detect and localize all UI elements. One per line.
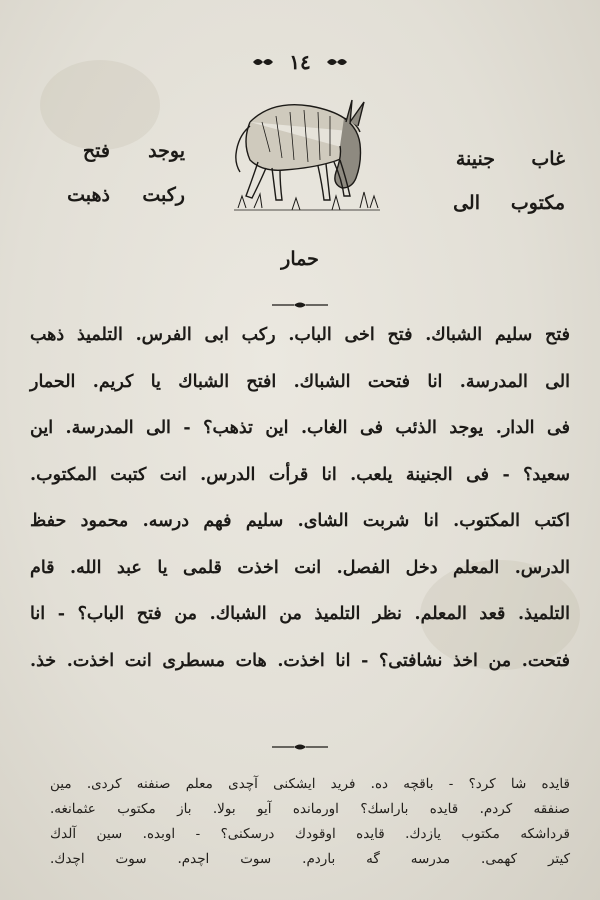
note-line: صنفقه كردم. قايده باراسك؟ اورمانده آيو بولا. باز مكتوب عثمانغه. — [50, 801, 570, 817]
note-line: كيتر كهمى. مدرسه گه باردم. سوت اچدم. سوت اچدك. — [50, 851, 570, 867]
reading-passage — [30, 325, 570, 697]
reading-line: سعيد؟ - فى الجنينة يلعب. انا قرأت الدرس. انت كتبت المكتوب. — [30, 464, 570, 485]
vocab-word: فتح — [82, 140, 110, 162]
vocab-word: غاب — [531, 148, 565, 170]
section-divider — [270, 742, 330, 752]
donkey-illustration — [232, 92, 382, 214]
translation-notes — [50, 775, 570, 875]
reading-line: الدرس. المعلم دخل الفصل. انت اخذت قلمى يا عبد الله. قام — [30, 557, 570, 578]
note-line: قرداشكه مكتوب يازدك. قايده اوقودك درسكنى؟ - اوبده. سين آلدك — [50, 826, 570, 842]
vocab-word: جنينة — [455, 148, 495, 170]
reading-line: الى المدرسة. انا فتحت الشباك. افتح الشباك يا كريم. الحمار — [30, 371, 570, 392]
vocab-word: الى — [453, 192, 480, 214]
vocab-word: ركبت — [142, 184, 185, 206]
vocab-word: مكتوب — [510, 192, 565, 214]
reading-line: التلميذ. قعد المعلم. نظر التلميذ من الشباك. من فتح الباب؟ - انا — [30, 604, 570, 624]
reading-line: فتح سليم الشباك. فتح اخى الباب. ركب ابى الفرس. التلميذ ذهب — [30, 325, 570, 345]
reading-line: فتحت. من اخذ نشافتى؟ - انا اخذت. هات مسطرى انت اخذت. خذ. — [30, 650, 570, 671]
illustration-caption: حمار — [281, 248, 319, 270]
right-ornament-icon — [326, 55, 348, 69]
section-divider — [270, 300, 330, 310]
note-line: قايده شا كرد؟ - باقچه ده. فريد ايشكنى آچدى معلم صنفنه كردى. مين — [50, 776, 570, 792]
page-number: ١٤ — [289, 50, 311, 74]
reading-line: فى الدار. يوجد الذئب فى الغاب. اين تذهب؟ - الى المدرسة. اين — [30, 418, 570, 438]
reading-line: اكتب المكتوب. انا شربت الشاى. سليم فهم درسه. محمود حفظ — [30, 511, 570, 531]
vocab-word: ذهبت — [67, 184, 110, 206]
page-header — [0, 50, 600, 74]
vocab-word: يوجد — [148, 140, 185, 162]
